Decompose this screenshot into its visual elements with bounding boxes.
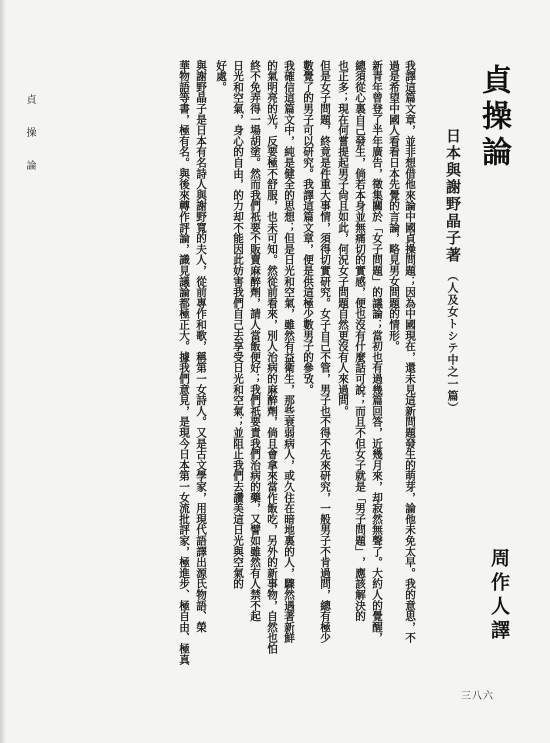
body-column-4: 總須從心裏自己發生，倘若本身並無痛切的實感，便也沒有什麼話可說；而且不但女子就是「男子問題」，應該解決的 — [354, 60, 366, 622]
article-subtitle: 日本與謝野晶子著 — [444, 128, 462, 264]
body-column-12: 好處。 — [215, 60, 227, 93]
page-number: 三八六 — [461, 691, 494, 702]
body-column-1: 我譯這篇文章，並非想借他來論中國貞操問題；因為中國現在，還未見這新問題發生的萌芽，論他未免太早。我的意思，不 — [404, 60, 416, 644]
body-column-13: 與謝野晶子是日本有名詩人與謝野寬的夫人，從前專作和歌，稱第一女詩人。又是古文學家，用現代語譯出源氏物語、榮 — [195, 60, 207, 633]
article-title: 貞操論 — [476, 64, 511, 172]
body-column-5: 也正多；現在何嘗提起男子尙且如此，何況女子問題自然更沒有人來過問。 — [337, 60, 349, 417]
running-head: 貞 操 論 — [24, 94, 35, 176]
body-column-11: 日光和空氣，身心的自由，的力却不能因此妨害我們自己去享受日光和空氣；並阻止我們去讚美這日光與空氣的 — [232, 60, 244, 590]
body-column-9: 的氣明亮的光，反要極不舒服，也未可知。然從前看來，別人治病的麻醉劑，倘且會拿來當作飯吃，另外的新事物，自然也怕 — [266, 60, 278, 654]
source-note: （人及女トシテ中之一篇） — [446, 270, 459, 414]
body-column-8: 我確信這篇文中，純是健全的思想；但是日光和空氣，雖然有益衛生，那些衰弱病人，或久住在暗地裏的人，驟然遇著新鮮 — [283, 60, 295, 644]
body-column-6: 但是女子問題，終竟是件重大事情，須得切實研究。女子自己不管，男子也不得不先來研究，一般男子不肯過問，總有極少 — [319, 60, 331, 644]
body-column-14: 華物語等書，極有名。與後來轉作評論，識見議論都極正大。據我們意見，是現今日本第一女流批評家，極進步、極自由、極真 — [178, 60, 190, 665]
scan-edge-shadow — [0, 0, 6, 743]
body-column-7: 數覺了的男子可以研究。我譯這篇文章，便是供這極少數男子的參攷。 — [302, 60, 314, 395]
body-column-10: 終不免弄得一場胡塗。然而我們祇要不販賣麻醉劑，請人當飯便好；我們祇要責我們治病的藥，又譬如雖然有人禁不起 — [249, 60, 261, 622]
translator-credit: 周作人譯 — [488, 548, 510, 644]
body-column-3: 新青年曾登了半年廣告，徵集關於「女子問題」的議論；當初也有過幾篇回答，近幾月來，却寂然無聲了。大約人的覺醒， — [371, 60, 383, 644]
body-column-2: 過是希望中國人看看日本先覺的言論，略見男女問題的情形。 — [388, 60, 400, 352]
